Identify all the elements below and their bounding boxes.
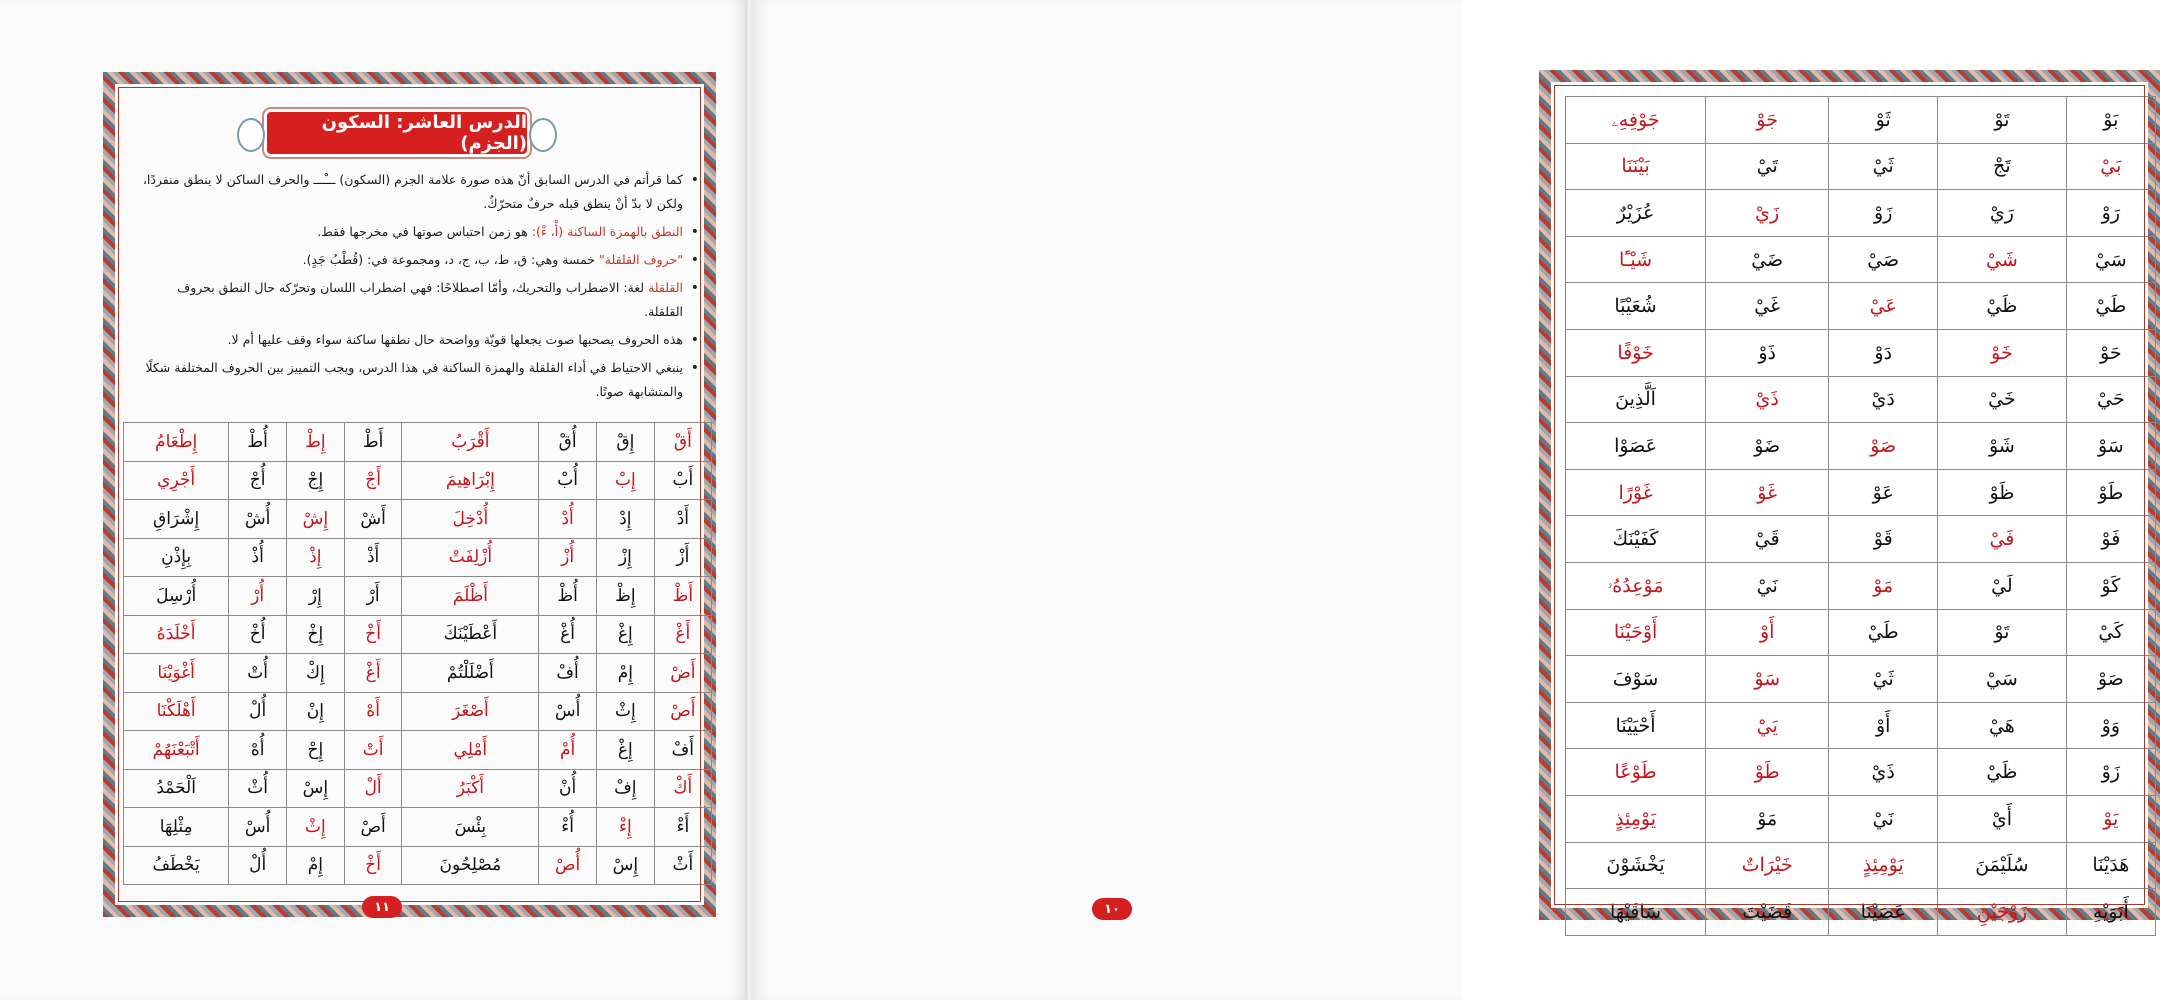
- syllable-cell: عَصَيْنَا: [1829, 889, 1938, 936]
- syllable-cell: أَفْ: [654, 731, 711, 770]
- syllable-cell: لَيْ: [1938, 562, 2067, 609]
- syllable-cell: يَوْ: [2066, 795, 2155, 842]
- syllable-cell: يَوْمِئِذٍ: [1829, 842, 1938, 889]
- syllable-cell: إِغْ: [596, 615, 654, 654]
- syllable-cell: سَيْ: [1938, 656, 2067, 703]
- syllable-cell: أَغْوَيْنَا: [124, 654, 229, 693]
- syllable-cell: إِحْ: [287, 731, 345, 770]
- syllable-cell: شَوْ: [1938, 423, 2067, 470]
- table-row: [1566, 376, 2156, 423]
- table-row: [124, 500, 712, 539]
- page-number: ١٠: [1092, 898, 1132, 920]
- syllable-cell: إِسْ: [287, 769, 345, 808]
- syllable-cell: ثَيْ: [1829, 143, 1938, 190]
- syllable-cell: يَخْشَوْنَ: [1566, 842, 1706, 889]
- syllable-cell: أَتْ: [344, 731, 402, 770]
- table-row: [124, 615, 712, 654]
- syllable-cell: أَعْطَيْنَكَ: [402, 615, 539, 654]
- syllable-cell: قَضَيْتَ: [1706, 889, 1829, 936]
- table-row: [1566, 143, 2156, 190]
- syllable-cell: إِقْ: [596, 423, 654, 462]
- syllable-cell: ظَيْ: [1938, 283, 2067, 330]
- ornamental-frame: [1539, 70, 2160, 923]
- syllable-cell: أُدْخِلَ: [402, 500, 539, 539]
- syllable-cell: أَجْ: [344, 461, 402, 500]
- table-row: [1566, 236, 2156, 283]
- syllable-cell: أَصْ: [344, 808, 402, 847]
- syllable-cell: إِطْ: [287, 423, 345, 462]
- syllable-cell: مَوْ: [1706, 795, 1829, 842]
- table-row: [124, 538, 712, 577]
- syllable-cell: أَحْيَيْنَا: [1566, 702, 1706, 749]
- syllable-cell: ذَيْ: [1829, 749, 1938, 796]
- intro-text-body: هو زمن احتباس صوتها في مخرجها فقط.: [317, 224, 532, 239]
- syllable-cell: أَشْ: [344, 500, 402, 539]
- syllable-cell: أَثْ: [654, 846, 711, 885]
- syllable-cell: زَوْجَيْنِ: [1938, 889, 2067, 936]
- syllable-cell: أَهْ: [344, 692, 402, 731]
- syllable-cell: أَخْ: [344, 846, 402, 885]
- syllable-cell: مِثْلِهَا: [124, 808, 229, 847]
- syllable-cell: أَقْرَبُ: [402, 423, 539, 462]
- left-page-content: [121, 90, 698, 899]
- syllable-cell: أُثْ: [229, 769, 287, 808]
- syllable-cell: بَيْ: [2066, 143, 2155, 190]
- syllable-cell: حَيْ: [2066, 376, 2155, 423]
- syllable-cell: بِئْسَ: [402, 808, 539, 847]
- syllable-cell: صَيْ: [1829, 236, 1938, 283]
- syllable-cell: غَوْرًا: [1566, 469, 1706, 516]
- table-row: [1566, 702, 2156, 749]
- syllable-cell: طَوْ: [2066, 469, 2155, 516]
- syllable-cell: شُعَيْبًا: [1566, 283, 1706, 330]
- syllable-cell: أَخْ: [344, 615, 402, 654]
- syllable-cell: أُزْلِفَتْ: [402, 538, 539, 577]
- syllable-cell: أُصْ: [539, 846, 597, 885]
- syllable-cell: سَاقَيْهَا: [1566, 889, 1706, 936]
- syllable-cell: أُسْ: [229, 808, 287, 847]
- syllable-cell: أُدْ: [539, 500, 597, 539]
- syllable-cell: إِمْ: [596, 654, 654, 693]
- syllable-cell: أُهْ: [229, 731, 287, 770]
- syllable-cell: إِشْ: [287, 500, 345, 539]
- syllable-table-left: [123, 422, 712, 885]
- table-row: [124, 577, 712, 616]
- syllable-cell: أَخْلَدَهُ: [124, 615, 229, 654]
- syllable-cell: مَوْ: [1829, 562, 1938, 609]
- syllable-cell: خَيْرَاتٌ: [1706, 842, 1829, 889]
- syllable-cell: أُرْسِلَ: [124, 577, 229, 616]
- syllable-cell: عَصَوْا: [1566, 423, 1706, 470]
- syllable-cell: سَيْ: [2066, 236, 2155, 283]
- syllable-cell: ذَيْ: [1706, 376, 1829, 423]
- syllable-cell: إِظْ: [596, 577, 654, 616]
- table-row: [1566, 283, 2156, 330]
- syllable-cell: أَكْ: [654, 769, 711, 808]
- intro-text-body: ينبغي الاحتياط في أداء القلقلة والهمزة الساكنة في هذا الدرس، ويجب التمييز بين الحروف المختلفة شكلًا والمتشابهة صوتًا.: [145, 360, 683, 399]
- intro-bullet: [139, 220, 699, 244]
- syllable-cell: إِمْ: [287, 846, 345, 885]
- syllable-cell: طَوْعًا: [1566, 749, 1706, 796]
- syllable-cell: خَوْ: [1938, 329, 2067, 376]
- table-row: [1566, 889, 2156, 936]
- syllable-cell: يَخْطَفُ: [124, 846, 229, 885]
- syllable-cell: عُزَيْرٌ: [1566, 190, 1706, 237]
- syllable-cell: زَوْ: [1829, 190, 1938, 237]
- left-page: [0, 0, 748, 1000]
- syllable-cell: أَقْ: [654, 423, 711, 462]
- syllable-cell: إِرْ: [287, 577, 345, 616]
- syllable-cell: سُلَيْمَنَ: [1938, 842, 2067, 889]
- syllable-cell: سَوْ: [2066, 423, 2155, 470]
- syllable-cell: بَيْنَنَا: [1566, 143, 1706, 190]
- intro-text: [139, 168, 699, 408]
- syllable-cell: نَيْ: [1829, 795, 1938, 842]
- syllable-cell: أُبْ: [539, 461, 597, 500]
- syllable-cell: أَزْ: [654, 538, 711, 577]
- syllable-cell: دَوْ: [1829, 329, 1938, 376]
- syllable-cell: صَوْ: [2066, 656, 2155, 703]
- intro-bullet: [139, 356, 699, 404]
- syllable-cell: تَوْ: [1938, 609, 2067, 656]
- syllable-cell: هَدَيْنَا: [2066, 842, 2155, 889]
- intro-bullet: [139, 168, 699, 216]
- syllable-cell: أَغْ: [344, 654, 402, 693]
- intro-highlight: "حروف القلقلة": [599, 252, 683, 267]
- syllable-cell: أَكْبَرُ: [402, 769, 539, 808]
- syllable-cell: أُظْ: [539, 577, 597, 616]
- table-row: [1566, 190, 2156, 237]
- intro-highlight: النطق بالهمزة الساكنة (أْ، ءْ):: [531, 224, 683, 239]
- table-row: [1566, 329, 2156, 376]
- table-row: [124, 808, 712, 847]
- syllable-cell: إِخْ: [287, 615, 345, 654]
- syllable-cell: خَيْ: [1938, 376, 2067, 423]
- syllable-cell: أَضْلَلْتُمْ: [402, 654, 539, 693]
- intro-text-body: هذه الحروف يصحبها صوت يجعلها قويّة وواضحة حال نطقها ساكنة سواء وقف عليها أم لا.: [227, 332, 683, 347]
- syllable-cell: إِطْعَامُ: [124, 423, 229, 462]
- syllable-cell: أُمْ: [539, 731, 597, 770]
- table-row: [124, 846, 712, 885]
- syllable-cell: أُخْ: [229, 615, 287, 654]
- ornamental-frame: [103, 72, 716, 917]
- syllable-cell: أُجْ: [229, 461, 287, 500]
- syllable-cell: ثَيْ: [1829, 656, 1938, 703]
- syllable-cell: قَيْ: [1706, 516, 1829, 563]
- table-row: [1566, 97, 2156, 144]
- syllable-table-right: [1565, 96, 2156, 936]
- syllable-cell: أُقْ: [539, 423, 597, 462]
- syllable-cell: إِثْ: [596, 692, 654, 731]
- table-row: [1566, 469, 2156, 516]
- syllable-cell: إِنْ: [287, 692, 345, 731]
- syllable-cell: زَيْ: [1706, 190, 1829, 237]
- syllable-cell: إِءْ: [596, 808, 654, 847]
- syllable-cell: شَيْـًٔا: [1566, 236, 1706, 283]
- syllable-cell: عَوْ: [1829, 469, 1938, 516]
- syllable-cell: أَءْ: [654, 808, 711, 847]
- syllable-cell: تَجْ: [1938, 143, 2067, 190]
- intro-bullet: [139, 328, 699, 352]
- syllable-cell: ظَوْ: [1938, 469, 2067, 516]
- table-row: [1566, 749, 2156, 796]
- syllable-cell: أُفْ: [539, 654, 597, 693]
- table-row: [1566, 842, 2156, 889]
- syllable-cell: فَوْ: [2066, 516, 2155, 563]
- intro-bullet: [139, 276, 699, 324]
- syllable-cell: كَيْ: [2066, 609, 2155, 656]
- table-row: [124, 461, 712, 500]
- syllable-cell: هَيْ: [1938, 702, 2067, 749]
- syllable-cell: غَيْ: [1706, 283, 1829, 330]
- syllable-cell: بَوْ: [2066, 97, 2155, 144]
- syllable-cell: مَوْعِدُهُۥ: [1566, 562, 1706, 609]
- syllable-cell: زَوْ: [2066, 749, 2155, 796]
- syllable-cell: إِغْ: [596, 731, 654, 770]
- syllable-cell: شَيْ: [1938, 236, 2067, 283]
- syllable-cell: رَيْ: [1938, 190, 2067, 237]
- syllable-cell: كَفَيْنَكَ: [1566, 516, 1706, 563]
- syllable-cell: ضَيْ: [1706, 236, 1829, 283]
- syllable-cell: أَوْحَيْنَا: [1566, 609, 1706, 656]
- syllable-cell: ظَيْ: [1938, 749, 2067, 796]
- syllable-cell: أُطْ: [229, 423, 287, 462]
- syllable-cell: إِشْرَاقِ: [124, 500, 229, 539]
- syllable-cell: أُلْ: [229, 846, 287, 885]
- syllable-cell: إِدْ: [596, 500, 654, 539]
- syllable-cell: طَيْ: [1829, 609, 1938, 656]
- syllable-cell: دَيْ: [1829, 376, 1938, 423]
- syllable-cell: أُءْ: [539, 808, 597, 847]
- syllable-cell: أَصْغَرَ: [402, 692, 539, 731]
- syllable-cell: أُلْ: [229, 692, 287, 731]
- syllable-cell: إِثْ: [287, 808, 345, 847]
- syllable-cell: أَضْ: [654, 654, 711, 693]
- intro-highlight: القلقلة: [648, 280, 683, 295]
- syllable-cell: بِإِذْنِ: [124, 538, 229, 577]
- syllable-cell: أَهْلَكْنَا: [124, 692, 229, 731]
- syllable-cell: أُرْ: [229, 577, 287, 616]
- intro-text-body: خمسة وهي: ق، ط، ب، ج، د، ومجموعة في: (قُطْبُ جَدٍ).: [302, 252, 599, 267]
- syllable-cell: إِبْرَاهِيمَ: [402, 461, 539, 500]
- syllable-cell: أَمْلِي: [402, 731, 539, 770]
- syllable-cell: أَصْ: [654, 692, 711, 731]
- table-row: [124, 769, 712, 808]
- syllable-cell: أَغْ: [654, 615, 711, 654]
- intro-text-body: كما قرأتم في الدرس السابق أنّ هذه صورة علامة الجزم (السكون) ـــْـــ والحرف الساكن لا ينطق منفردًا، ولكن لا بدّ أنْ ينطق قبله حرفٌ متحرّكٌ.: [142, 172, 683, 211]
- syllable-cell: إِذْ: [287, 538, 345, 577]
- syllable-cell: أَتْبَعْنَهُمْ: [124, 731, 229, 770]
- syllable-cell: اَلْحَمْدُ: [124, 769, 229, 808]
- syllable-cell: إِفْ: [596, 769, 654, 808]
- syllable-cell: أَدْ: [654, 500, 711, 539]
- syllable-cell: ذَوْ: [1706, 329, 1829, 376]
- lesson-title: الدرس العاشر: السكون (الجزم): [267, 112, 527, 154]
- table-row: [1566, 656, 2156, 703]
- syllable-cell: جَوْفِهِۦ: [1566, 97, 1706, 144]
- syllable-cell: أُزْ: [539, 538, 597, 577]
- syllable-cell: أَظْ: [654, 577, 711, 616]
- intro-text-body: لغة: الاضطراب والتحريك، وأمّا اصطلاحًا: فهي اضطراب اللسان وتحرّكه حال النطق بحروف القلقلة.: [177, 280, 683, 319]
- syllable-cell: كَوْ: [2066, 562, 2155, 609]
- syllable-cell: إِبْ: [596, 461, 654, 500]
- syllable-cell: ضَوْ: [1706, 423, 1829, 470]
- page-number: ١١: [362, 896, 402, 918]
- syllable-cell: أُسْ: [539, 692, 597, 731]
- syllable-cell: وَوْ: [2066, 702, 2155, 749]
- syllable-cell: فَيْ: [1938, 516, 2067, 563]
- syllable-cell: صَوْ: [1829, 423, 1938, 470]
- syllable-cell: أُغْ: [539, 615, 597, 654]
- syllable-cell: إِسْ: [596, 846, 654, 885]
- syllable-cell: عَيْ: [1829, 283, 1938, 330]
- syllable-cell: ثَوْ: [1829, 97, 1938, 144]
- syllable-cell: أُتْ: [229, 654, 287, 693]
- syllable-cell: يَوْمِئِذٍ: [1566, 795, 1706, 842]
- table-row: [1566, 609, 2156, 656]
- syllable-cell: مُصْلِحُونَ: [402, 846, 539, 885]
- syllable-cell: تَوْ: [1938, 97, 2067, 144]
- syllable-cell: جَوْ: [1706, 97, 1829, 144]
- syllable-cell: اَلَّذِينَ: [1566, 376, 1706, 423]
- syllable-cell: أَرْ: [344, 577, 402, 616]
- syllable-cell: أَطْ: [344, 423, 402, 462]
- table-row: [1566, 562, 2156, 609]
- syllable-cell: أَظْلَمَ: [402, 577, 539, 616]
- syllable-cell: سَوْفَ: [1566, 656, 1706, 703]
- table-row: [1566, 516, 2156, 563]
- right-page: [752, 0, 2130, 1000]
- syllable-cell: إِجْ: [287, 461, 345, 500]
- syllable-cell: رَوْ: [2066, 190, 2155, 237]
- syllable-cell: أَوْ: [1706, 609, 1829, 656]
- table-row: [1566, 795, 2156, 842]
- syllable-cell: أُنْ: [539, 769, 597, 808]
- table-row: [124, 423, 712, 462]
- syllable-cell: أَبَوَيْهِ: [2066, 889, 2155, 936]
- syllable-cell: نَيْ: [1706, 562, 1829, 609]
- table-row: [124, 731, 712, 770]
- syllable-cell: أَجْرِي: [124, 461, 229, 500]
- syllable-cell: تَيْ: [1706, 143, 1829, 190]
- table-row: [1566, 423, 2156, 470]
- intro-bullet: [139, 248, 699, 272]
- syllable-cell: أَبْ: [654, 461, 711, 500]
- syllable-cell: إِكْ: [287, 654, 345, 693]
- right-page-content: [1557, 88, 2142, 923]
- syllable-cell: إِزْ: [596, 538, 654, 577]
- table-row: [124, 692, 712, 731]
- syllable-cell: طَوْ: [1706, 749, 1829, 796]
- syllable-cell: قَوْ: [1829, 516, 1938, 563]
- syllable-cell: أَلْ: [344, 769, 402, 808]
- syllable-cell: أَذْ: [344, 538, 402, 577]
- syllable-cell: أُذْ: [229, 538, 287, 577]
- syllable-cell: يَيْ: [1706, 702, 1829, 749]
- table-row: [124, 654, 712, 693]
- syllable-cell: حَوْ: [2066, 329, 2155, 376]
- syllable-cell: أَيْ: [1938, 795, 2067, 842]
- syllable-cell: أَوْ: [1829, 702, 1938, 749]
- syllable-cell: غَوْ: [1706, 469, 1829, 516]
- syllable-cell: أُشْ: [229, 500, 287, 539]
- syllable-cell: سَوْ: [1706, 656, 1829, 703]
- syllable-cell: خَوْفًا: [1566, 329, 1706, 376]
- syllable-cell: طَيْ: [2066, 283, 2155, 330]
